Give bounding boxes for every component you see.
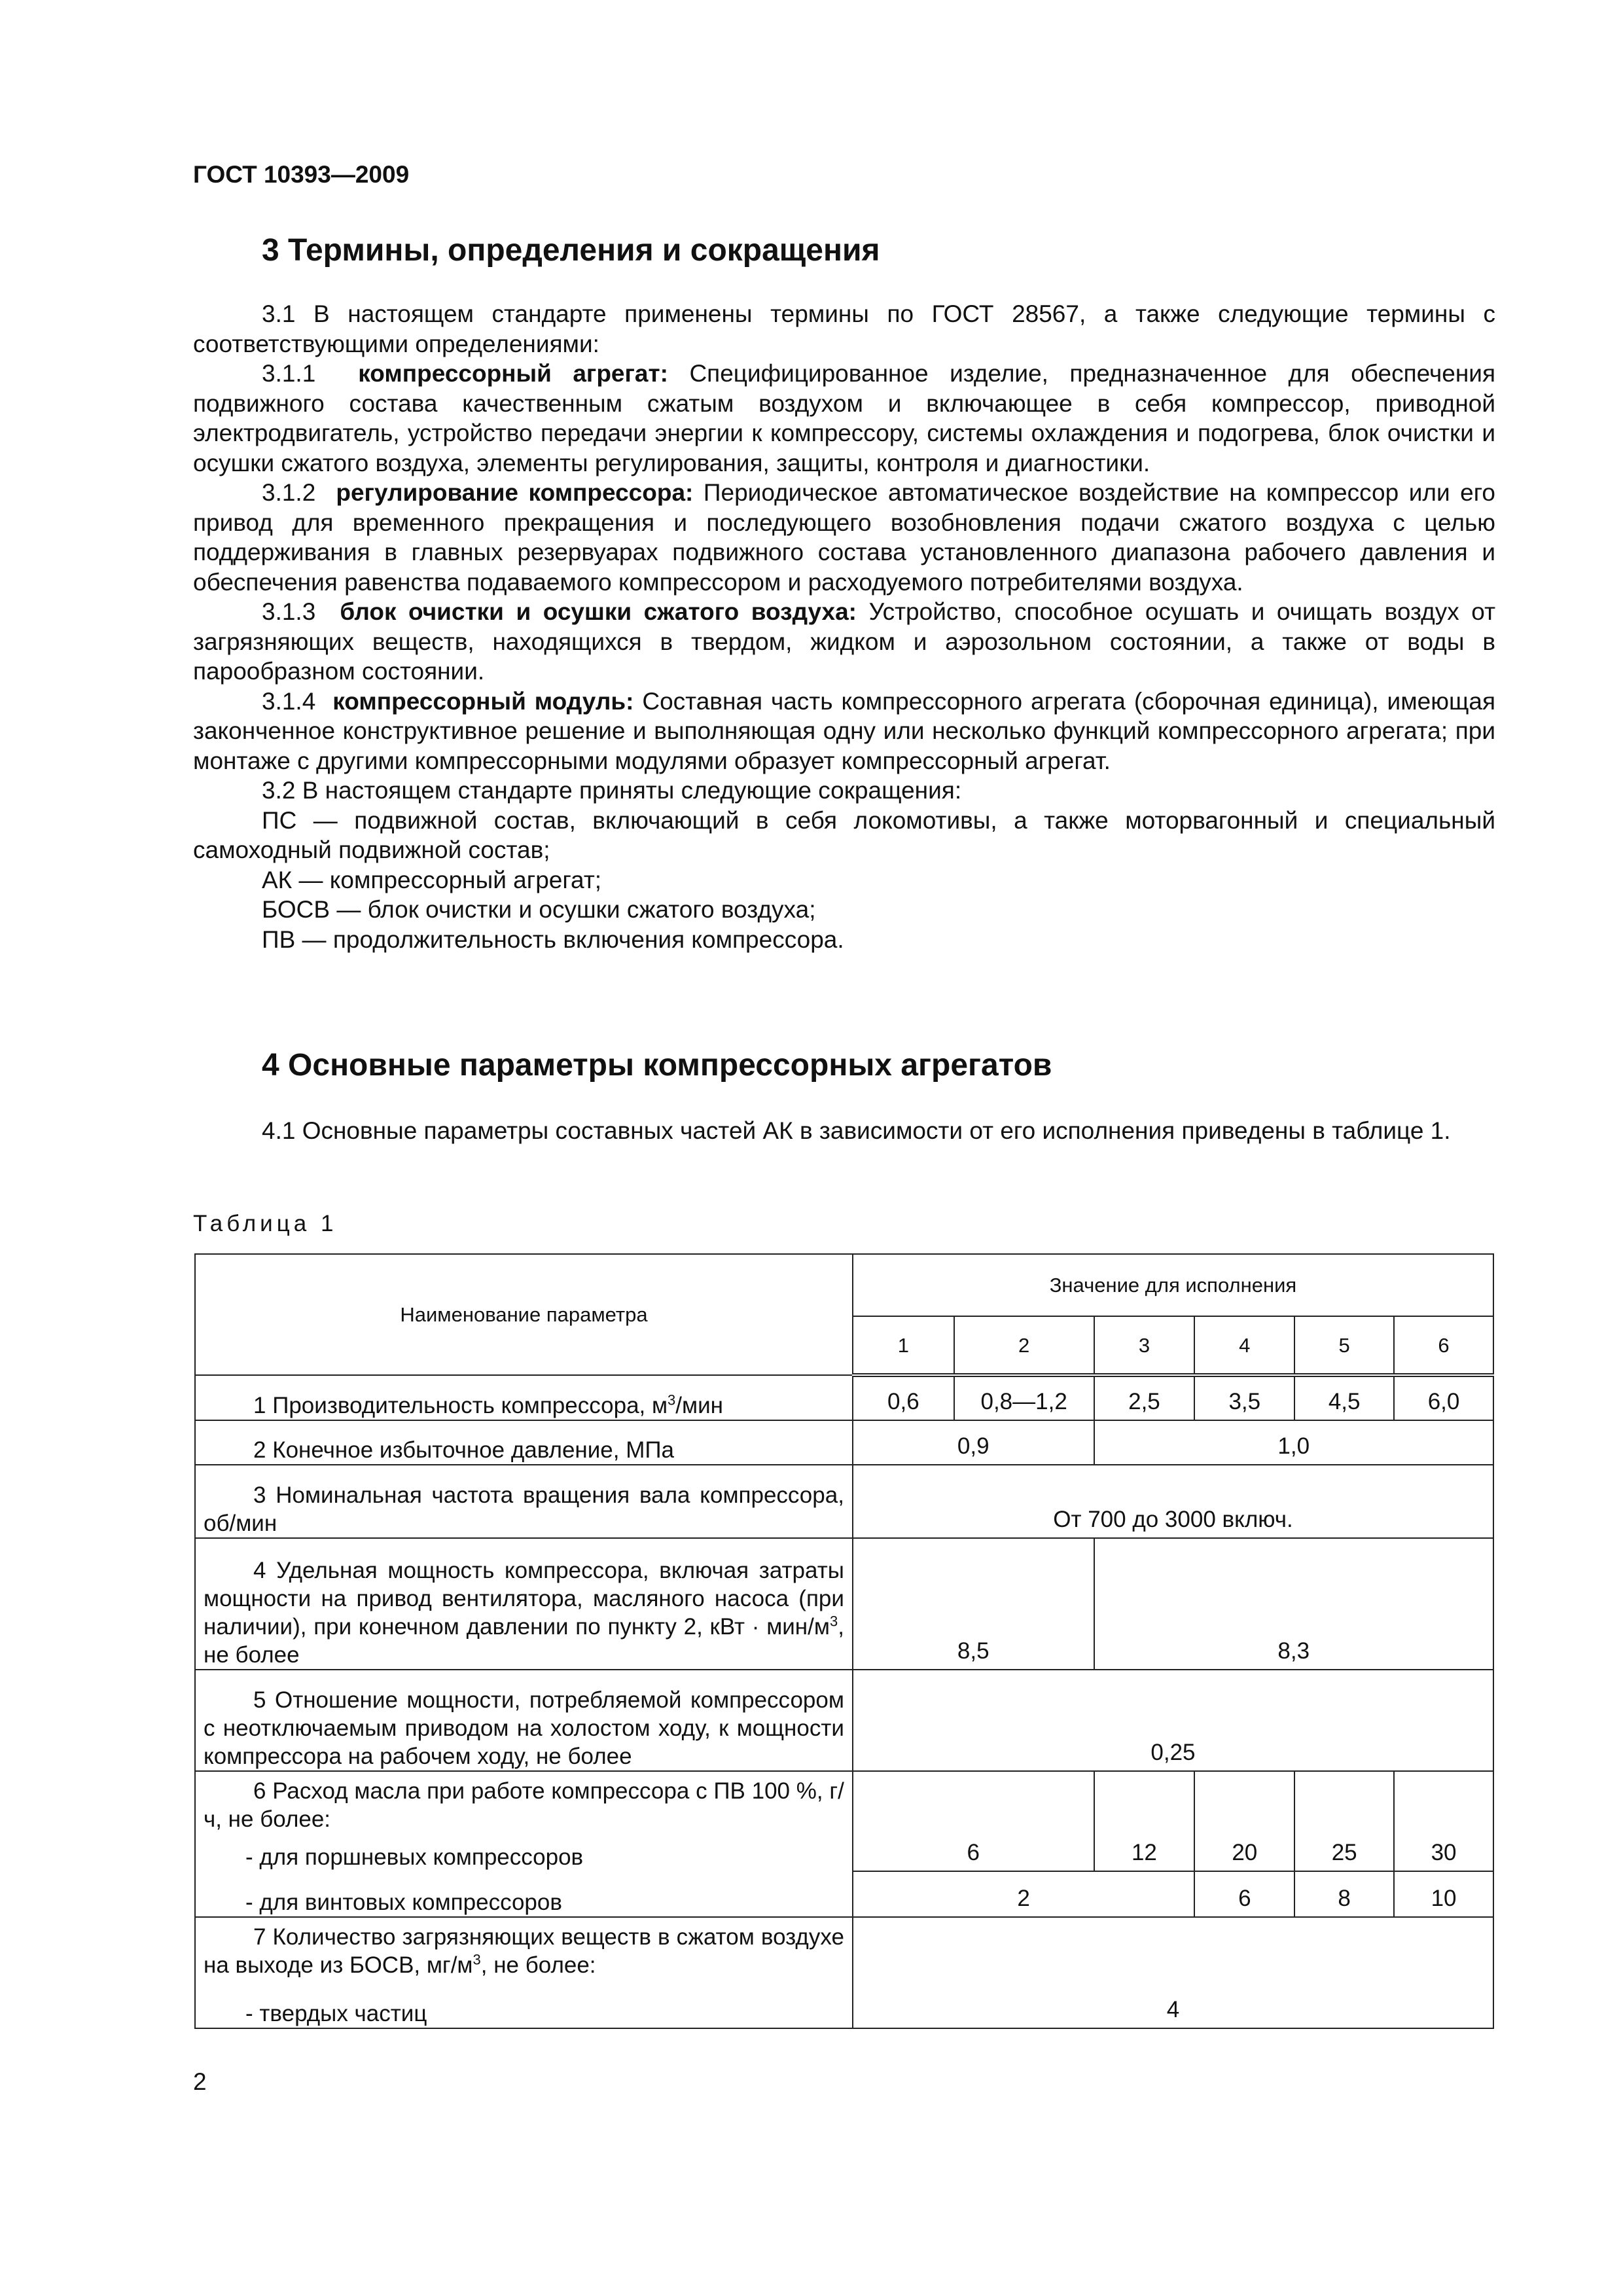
abbreviation-ps: ПС — подвижной состав, включающий в себя локомотивы, а также моторвагонный и специальный самоходный подвижной состав;	[193, 806, 1495, 863]
table-cell: 10	[1394, 1871, 1493, 1917]
term-title: блок очистки и осушки сжатого воздуха:	[340, 598, 857, 625]
row-label: 4 Удельная мощность компрессора, включая затраты мощности на привод вентилятора, масляного насоса (при наличии), при конечном давлении по пункту 2, кВт · мин/$м^3$, не более	[195, 1538, 853, 1670]
table-caption: Таблица 1	[193, 1211, 338, 1236]
table-cell: 2,5	[1094, 1375, 1195, 1420]
table-cell: 0,6	[853, 1375, 954, 1420]
column-header: 1	[853, 1316, 954, 1375]
term-definition: Периодическое автоматическое воздействие на компрессор или его привод для временного прекращения и последующего возобновления подачи сжатого воздуха с целью поддерживания в главных резервуарах подвижного состава установленного диапазона рабочего давления и обеспечения равенства подаваемого компрессором и расходуемого потребителями воздуха.	[193, 479, 1496, 596]
paragraph-4-1: 4.1 Основные параметры составных частей АК в зависимости от его исполнения приведены в таблице 1.	[262, 1117, 1451, 1144]
table-row	[195, 1833, 1493, 1871]
section-4-title: 4 Основные параметры компрессорных агрегатов	[262, 1048, 1052, 1083]
term-number: 3.1.1	[262, 360, 316, 387]
table-cell: 20	[1194, 1833, 1294, 1871]
table-cell: 6	[853, 1833, 1094, 1871]
table-cell: 12	[1094, 1833, 1195, 1871]
section-4-body	[193, 1116, 1495, 1146]
table-cell: 2	[853, 1871, 1194, 1917]
row-label: - твердых частиц	[195, 1989, 853, 2028]
table-cell: 8	[1294, 1871, 1394, 1917]
row-label: 5 Отношение мощности, потребляемой компрессором с неотключаемым приводом на холостом ходу, к мощности компрессора на рабочем ходу, не более	[195, 1670, 853, 1771]
term-title: компрессорный агрегат:	[358, 360, 668, 387]
term-number: 3.1.2	[262, 479, 316, 506]
table-row	[195, 1375, 1493, 1420]
table-cell: 8,5	[853, 1538, 1094, 1670]
column-header: 5	[1294, 1316, 1394, 1375]
abbreviation-pv: ПВ — продолжительность включения компрессора.	[262, 925, 844, 953]
paragraph-3-1: 3.1 В настоящем стандарте применены термины по ГОСТ 28567, а также следующие термины с соответствующими определениями:	[193, 300, 1495, 357]
document-id: ГОСТ 10393—2009	[193, 161, 410, 188]
term-definition: Специфицированное изделие, предназначенное для обеспечения подвижного состава качественным сжатым воздухом и включающее в себя компрессор, приводной электродвигатель, устройство передачи энергии к компрессору, системы охлаждения и подогрева, блок очистки и осушки сжатого воздуха, элементы регулирования, защиты, контроля и диагностики.	[193, 360, 1496, 476]
term-3-1-1	[193, 359, 1495, 478]
column-header: 3	[1094, 1316, 1195, 1375]
column-header: 4	[1194, 1316, 1294, 1375]
column-header: 2	[954, 1316, 1094, 1375]
table-cell: 30	[1394, 1833, 1493, 1871]
table-cell: 25	[1294, 1833, 1394, 1871]
term-number: 3.1.4	[262, 687, 316, 715]
abbreviation-bosv: БОСВ — блок очистки и осушки сжатого воздуха;	[262, 896, 816, 923]
table-cell: 0,25	[853, 1670, 1493, 1771]
table-cell: 0,9	[853, 1420, 1094, 1465]
row-label: 7 Количество загрязняющих веществ в сжатом воздухе на выходе из БОСВ, $мг/м^3$, не более:	[195, 1917, 853, 1989]
table-cell: 4	[853, 1989, 1493, 2028]
term-3-1-4	[193, 687, 1495, 776]
table-cell: 4,5	[1294, 1375, 1394, 1420]
row-label: - для поршневых компрессоров	[195, 1833, 853, 1871]
section-3-title: 3 Термины, определения и сокращения	[262, 233, 880, 268]
row-label: 6 Расход масла при работе компрессора с ПВ 100 %, г/ч, не более:	[195, 1771, 853, 1833]
table-row	[195, 1538, 1493, 1670]
table-cell: 6	[1194, 1871, 1294, 1917]
page-number: 2	[193, 2068, 207, 2095]
term-definition: Устройство, способное осушать и очищать воздух от загрязняющих веществ, находящихся в твердом, жидком и аэрозольном состоянии, а также от воды в парообразном состоянии.	[193, 598, 1496, 685]
row-label: - для винтовых компрессоров	[195, 1871, 853, 1917]
row-label: 1 Производительность компрессора, $м^3$/мин	[195, 1375, 853, 1420]
abbreviation-ak: АК — компрессорный агрегат;	[262, 866, 602, 893]
header-value-group: Значение для исполнения	[853, 1254, 1493, 1316]
section-3-body	[193, 299, 1495, 954]
table-cell: От 700 до 3000 включ.	[853, 1465, 1493, 1538]
header-parameter-name: Наименование параметра	[195, 1254, 853, 1375]
paragraph-3-2: 3.2 В настоящем стандарте приняты следующие сокращения:	[262, 777, 962, 804]
term-title: регулирование компрессора:	[336, 479, 694, 506]
table-cell: 3,5	[1194, 1375, 1294, 1420]
term-3-1-2	[193, 478, 1495, 597]
table-row	[195, 1420, 1493, 1465]
table-cell: 0,8—1,2	[954, 1375, 1094, 1420]
table-cell: 1,0	[1094, 1420, 1493, 1465]
table-header-row	[195, 1254, 1493, 1316]
table-row	[195, 1917, 1493, 1989]
column-header: 6	[1394, 1316, 1493, 1375]
table-row	[195, 1670, 1493, 1771]
table-cell: 8,3	[1094, 1538, 1493, 1670]
row-label: 3 Номинальная частота вращения вала компрессора, об/мин	[195, 1465, 853, 1538]
term-3-1-3	[193, 597, 1495, 687]
term-number: 3.1.3	[262, 598, 316, 625]
term-definition: Составная часть компрессорного агрегата (сборочная единица), имеющая законченное конструктивное решение и выполняющая одну или несколько функций компрессорного агрегата; при монтаже с другими компрессорными модулями образует компрессорный агрегат.	[193, 687, 1496, 774]
table-row	[195, 1989, 1493, 2028]
table-cell: 6,0	[1394, 1375, 1493, 1420]
row-label: 2 Конечное избыточное давление, МПа	[195, 1420, 853, 1465]
table-row	[195, 1465, 1493, 1538]
term-title: компрессорный модуль:	[332, 687, 634, 715]
parameters-table	[194, 1253, 1494, 2029]
table-row	[195, 1871, 1493, 1917]
table-row	[195, 1771, 1493, 1833]
